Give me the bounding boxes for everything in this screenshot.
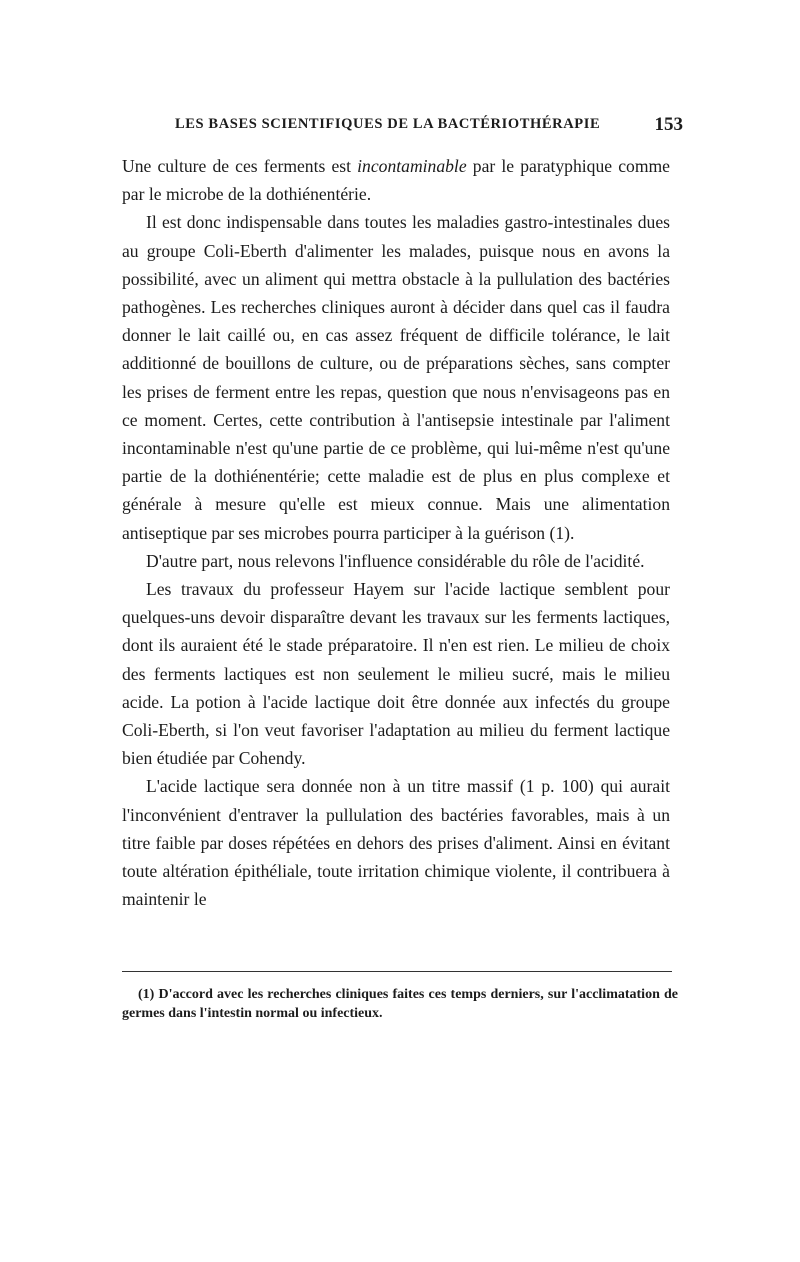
- paragraph-1-start: Une culture de ces ferments est: [122, 156, 358, 176]
- running-header: [175, 116, 683, 140]
- paragraph-1-end: par le paratyphique comme par le microbe de la dothiénentérie.: [122, 156, 670, 205]
- body-text: [122, 152, 670, 913]
- paragraph-1: [122, 152, 670, 208]
- footnote-text: (1) D'accord avec les recherches cliniques faites ces temps derniers, sur l'acclimatation de germes dans l'intestin normal ou infectieux.: [122, 987, 678, 1021]
- emphasis-incontaminable: incontaminable: [357, 156, 467, 176]
- paragraph-4: Les travaux du professeur Hayem sur l'acide lactique semblent pour quelques-uns devoir disparaître devant les travaux sur les ferments lactiques, dont ils auraient été le stade préparatoire. Il n'en est rien. Le milieu de choix des ferments lactiques est non seulement le milieu sucré, mais le milieu acide. La potion à l'acide lactique doit être donnée aux infectés du groupe Coli-Eberth, si l'on veut favoriser l'adaptation au milieu du ferment lactique bien étudiée par Cohendy.: [122, 579, 670, 769]
- footnote-divider: [122, 971, 672, 972]
- paragraph-5: L'acide lactique sera donnée non à un titre massif (1 p. 100) qui aurait l'inconvénient d'entraver la pullulation des bactéries favorables, mais à un titre faible par doses répétées en dehors des prises d'aliment. Ainsi en évitant toute altération épithéliale, toute irritation chimique violente, il contribuera à maintenir le: [122, 776, 670, 910]
- running-title: LES BASES SCIENTIFIQUES DE LA BACTÉRIOTHÉRAPIE: [175, 116, 601, 132]
- footnote: [122, 985, 678, 1023]
- page-number: 153: [654, 114, 683, 135]
- paragraph-2: Il est donc indispensable dans toutes les maladies gastro-intestinales dues au groupe Coli-Eberth d'alimenter les malades, puisque nous en avons la possibilité, avec un aliment qui mettra obstacle à la pullulation des bactéries pathogènes. Les recherches cliniques auront à décider dans quel cas il faudra donner le lait caillé ou, en cas assez fréquent de difficile tolérance, le lait additionné de bouillons de culture, ou de préparations sèches, sans compter les prises de ferment entre les repas, question que nous n'envisageons pas en ce moment. Certes, cette contribution à l'antisepsie intestinale par l'aliment incontaminable n'est qu'une partie de ce problème, qui lui-même n'est qu'une partie de la dothiénentérie; cette maladie est de plus en plus complexe et générale à mesure qu'elle est mieux connue. Mais une alimentation antiseptique par ses microbes pourra participer à la guérison (1).: [122, 212, 670, 543]
- paragraph-3: D'autre part, nous relevons l'influence considérable du rôle de l'acidité.: [146, 550, 645, 571]
